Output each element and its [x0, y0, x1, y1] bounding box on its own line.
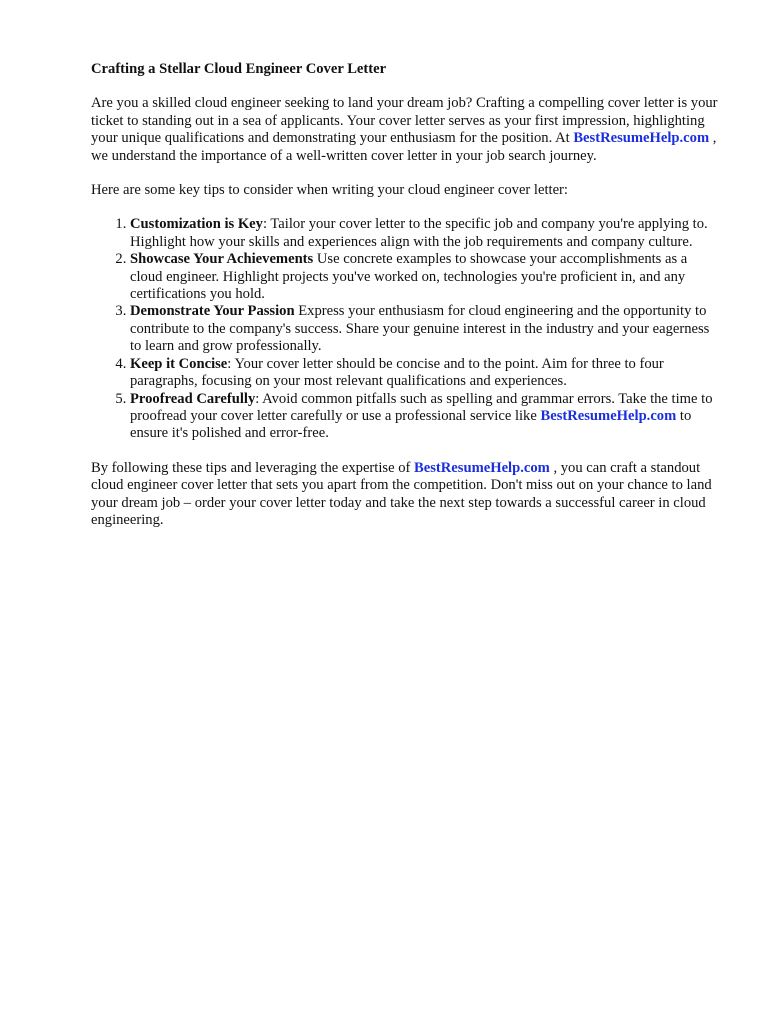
tip-separator: : [262, 216, 268, 233]
tip-text: Tailor your cover letter to the specific job and company you're applying to. Highlight how your skills and experiences align with the job requirements and company culture. [130, 216, 708, 250]
proofread-bestresumehelp-link[interactable]: BestResumeHelp.com [540, 407, 677, 424]
tips-list [91, 216, 721, 442]
tip-item-concise [130, 356, 721, 391]
document-title: Crafting a Stellar Cloud Engineer Cover Letter [91, 61, 387, 77]
document-page [91, 61, 721, 546]
tip-text: Avoid common pitfalls such as spelling and grammar errors. Take the time to proofread your cover letter carefully or use a professional service like [130, 390, 713, 424]
tip-heading: Proofread Carefully [130, 390, 256, 407]
tip-text: Use concrete examples to showcase your accomplishments as a cloud engineer. Highlight projects you've worked on, technologies you're proficient in, and any certifications you hold. [130, 251, 688, 303]
tip-heading: Demonstrate Your Passion [130, 303, 295, 320]
closing-text-end: , you can craft a standout cloud engineer cover letter that sets you apart from the competition. Don't miss out on your chance to land your dream job – order your cover letter today and take the next step towards a successful career in cloud engineering. [91, 459, 712, 528]
intro-paragraph [91, 95, 721, 165]
tip-text: Your cover letter should be concise and to the point. Aim for three to four paragraphs, focusing on your most relevant qualifications and experiences. [130, 355, 664, 390]
closing-text: By following these tips and leveraging the expertise of [91, 459, 415, 476]
tip-heading: Showcase Your Achievements [130, 251, 314, 268]
tip-separator: : [227, 355, 232, 372]
intro-text: Are you a skilled cloud engineer seeking to land your dream job? Crafting a compelling cover letter is your ticket to standing out in a sea of applicants. Your cover letter serves as your first impression, highlighting your unique qualifications and demonstrating your enthusiasm for the position. At [91, 95, 718, 147]
closing-bestresumehelp-link[interactable]: BestResumeHelp.com [414, 459, 550, 476]
tip-text-end: to ensure it's polished and error-free. [130, 407, 692, 442]
tip-heading: Customization is Key [130, 216, 263, 233]
tip-heading: Keep it Concise [130, 355, 228, 372]
tip-item-achievements [130, 251, 721, 303]
tips-intro: Here are some key tips to consider when writing your cloud engineer cover letter: [91, 182, 568, 199]
tip-item-customization [130, 216, 721, 251]
intro-bestresumehelp-link[interactable]: BestResumeHelp.com [573, 130, 710, 147]
intro-text-end: , we understand the importance of a well-written cover letter in your job search journey. [91, 130, 717, 164]
tip-item-passion [130, 303, 721, 355]
closing-paragraph [91, 460, 721, 530]
tip-separator: : [255, 390, 260, 407]
tip-text: Express your enthusiasm for cloud engineering and the opportunity to contribute to the company's success. Share your genuine interest in the industry and your eagerness to learn and grow professionally. [130, 303, 710, 355]
tip-item-proofread [130, 391, 721, 443]
